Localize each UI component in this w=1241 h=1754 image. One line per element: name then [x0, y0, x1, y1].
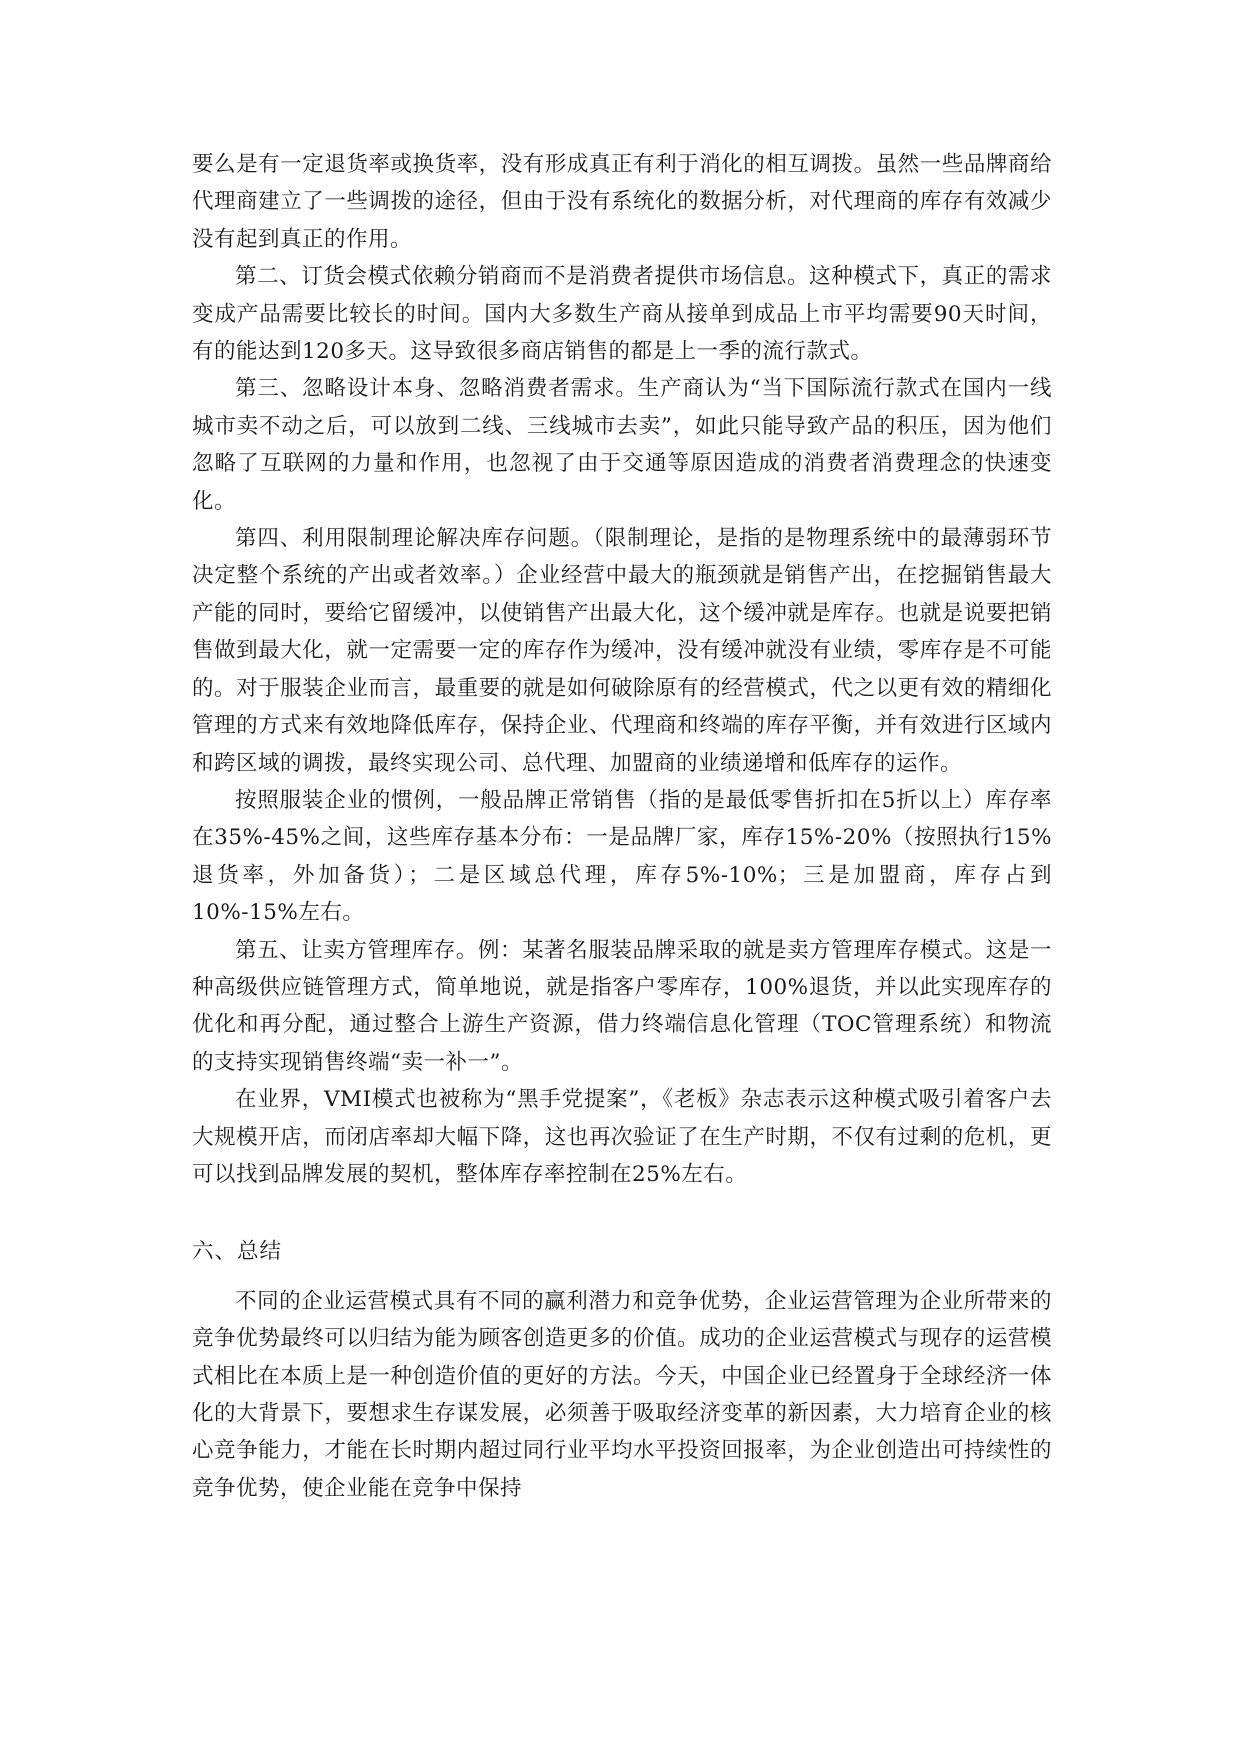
paragraph-inventory-returns: 要么是有一定退货率或换货率，没有形成真正有利于消化的相互调拨。虽然一些品牌商给代理商建立了一些调拨的途径，但由于没有系统化的数据分析，对代理商的库存有效减少没有起到真正的作用。 [192, 152, 1052, 252]
paragraph-summary: 不同的企业运营模式具有不同的赢利潜力和竞争优势，企业运营管理为企业所带来的竞争优势最终可以归结为能为顾客创造更多的价值。成功的企业运营模式与现存的运营模式相比在本质上是一种创造价值的更好的方法。今天，中国企业已经置身于全球经济一体化的大背景下，要想求生存谋发展，必须善于吸取经济变革的新因素，大力培育企业的核心竞争能力，才能在长时期内超过同行业平均水平投资回报率，为企业创造出可持续性的竞争优势，使企业能在竞争中保持 [192, 1288, 1052, 1501]
paragraph-point-two: 第二、订货会模式依赖分销商而不是消费者提供市场信息。这种模式下，真正的需求变成产品需要比较长的时间。国内大多数生产商从接单到成品上市平均需要90天时间，有的能达到120多天。这导致很多商店销售的都是上一季的流行款式。 [192, 264, 1052, 365]
paragraph-point-four: 第四、利用限制理论解决库存问题。（限制理论，是指的是物理系统中的最薄弱环节决定整个系统的产出或者效率。）企业经营中最大的瓶颈就是销售产出，在挖掘销售最大产能的同时，要给它留缓冲，以使销售产出最大化，这个缓冲就是库存。也就是说要把销售做到最大化，就一定需要一定的库存作为缓冲，没有缓冲就没有业绩，零库存是不可能的。对于服装企业而言，最重要的就是如何破除原有的经营模式，代之以更有效的精细化管理的方式来有效地降低库存，保持企业、代理商和终端的库存平衡，并有效进行区域内和跨区域的调拨，最终实现公司、总代理、加盟商的业绩递增和低库存的运作。 [192, 526, 1052, 776]
paragraph-inventory-rates: 按照服装企业的惯例，一般品牌正常销售（指的是最低零售折扣在5折以上）库存率在35%-45%之间，这些库存基本分布：一是品牌厂家，库存15%-20%（按照执行15%退货率，外加备货）；二是区域总代理，库存5%-10%；三是加盟商，库存占到10%-15%左右。 [192, 787, 1052, 926]
document-body [192, 146, 1052, 1507]
paragraph-point-five: 第五、让卖方管理库存。例：某著名服装品牌采取的就是卖方管理库存模式。这是一种高级供应链管理方式，简单地说，就是指客户零库存，100%退货，并以此实现库存的优化和再分配，通过整合上游生产资源，借力终端信息化管理（TOC管理系统）和物流的支持实现销售终端“卖一补一”。 [192, 937, 1052, 1075]
paragraph-point-three: 第三、忽略设计本身、忽略消费者需求。生产商认为“当下国际流行款式在国内一线城市卖不动之后，可以放到二线、三线城市去卖”，如此只能导致产品的积压，因为他们忽略了互联网的力量和作用，也忽视了由于交通等原因造成的消费者消费理念的快速变化。 [192, 376, 1052, 514]
section-heading-summary: 六、总结 [192, 1239, 283, 1265]
paragraph-vmi-model: 在业界，VMI模式也被称为“黑手党提案”，《老板》杂志表示这种模式吸引着客户去大规模开店，而闭店率却大幅下降，这也再次验证了在生产时期，不仅有过剩的危机，更可以找到品牌发展的契机，整体库存率控制在25%左右。 [192, 1087, 1052, 1187]
